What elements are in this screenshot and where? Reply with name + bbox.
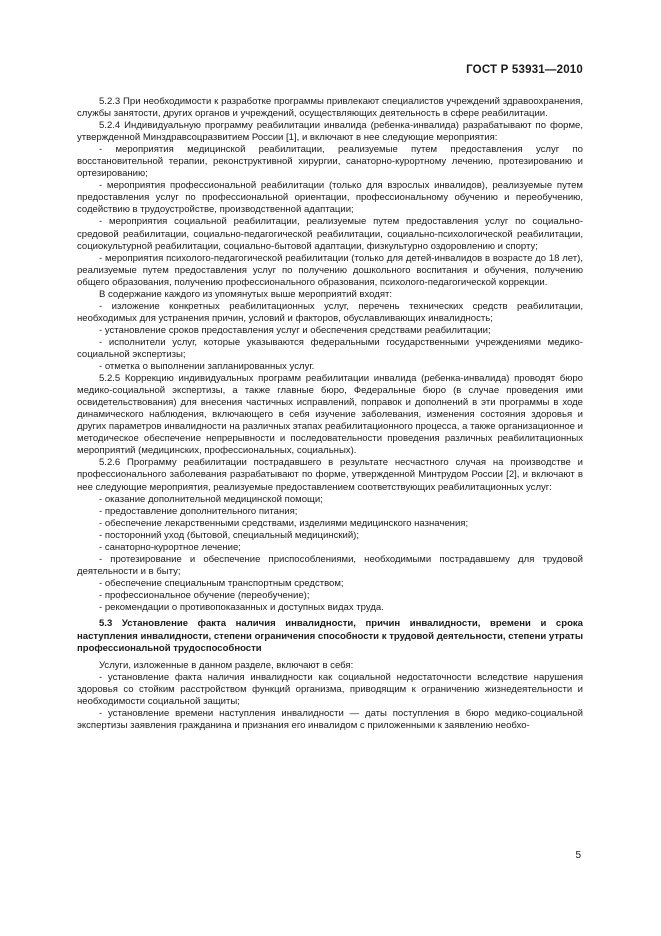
section-heading-5-3: 5.3 Установление факта наличия инвалидности, причин инвалидности, времени и срока наступления инвалидности, степени ограничения способности к трудовой деятельности, степени утраты профессиональной трудоспособности xyxy=(77,618,583,655)
paragraph-5-2-4: 5.2.4 Индивидуальную программу реабилитации инвалида (ребенка-инвалида) разрабатывают по форме, утвержденной Минздравсоцразвитием России [1], и включают в нее следующие мероприятия: xyxy=(77,120,583,144)
list-item: - оказание дополнительной медицинской помощи; xyxy=(99,493,323,505)
list-item: - установление сроков предоставления услуг и обеспечения средствами реабилитации; xyxy=(99,324,491,336)
list-item: - мероприятия медицинской реабилитации, реализуемые путем предоставления услуг по восстановительной терапии, реконструктивной хирургии, санаторно-курортному лечению, протезированию и ортезированию; xyxy=(77,144,583,180)
document-body xyxy=(77,96,583,732)
list-item: - обеспечение специальным транспортным средством; xyxy=(99,577,344,589)
paragraph: В содержание каждого из упомянутых выше мероприятий входят: xyxy=(99,288,393,300)
list-item: - мероприятия психолого-педагогической реабилитации (только для детей-инвалидов в возрасте до 18 лет), реализуемые путем предоставления услуг по получению дошкольного воспитания и обучения, получению общего образования, получению профессионального образования, психолого-педагогической коррекции. xyxy=(77,252,583,288)
page-number: 5 xyxy=(575,850,581,861)
list-item: - установление времени наступления инвалидности — даты поступления в бюро медико-социальной экспертизы заявления гражданина и признания его инвалидом с приложенными к заявлению необхо- xyxy=(77,707,583,731)
list-item: - изложение конкретных реабилитационных услуг, перечень технических средств реабилитации, необходимых для устранения причин, условий и факторов, обуславливающих инвалидность; xyxy=(77,300,583,324)
list-item: - исполнители услуг, которые указываются федеральными государственными учреждениями медико-социальной экспертизы; xyxy=(77,336,583,360)
document-header: ГОСТ Р 53931—2010 xyxy=(466,64,583,76)
list-item: - рекомендации о противопоказанных и доступных видах труда. xyxy=(99,601,384,613)
paragraph-5-2-3: 5.2.3 При необходимости к разработке программы привлекают специалистов учреждений здравоохранения, службы занятости, других органов и учреждений, осуществляющих деятельность в сфере реабилитации. xyxy=(77,96,583,120)
paragraph: Услуги, изложенные в данном разделе, включают в себя: xyxy=(99,659,354,671)
list-item: - отметка о выполнении запланированных услуг. xyxy=(99,361,315,373)
list-item: - посторонний уход (бытовой, специальный медицинский); xyxy=(99,529,360,541)
list-item: - мероприятия социальной реабилитации, реализуемые путем предоставления услуг по социально-средовой реабилитации, социально-педагогической реабилитации, социально-психологической реабилитации, социокультурной реабилитации, социально-бытовой адаптации, физкультурно оздоровлению и спорту; xyxy=(77,216,583,252)
paragraph-5-2-5: 5.2.5 Коррекцию индивидуальных программ реабилитации инвалида (ребенка-инвалида) проводят бюро медико-социальной экспертизы, а также главные бюро, Федеральные бюро (в случае проведения ими освидетельствования) для внесения частичных исправлений, поправок и дополнений в эти программы в ходе динамического наблюдения, включающего в себя изучение заболевания, изменения состояния здоровья и других параметров инвалидности на различных этапах реабилитационного процесса, а также организационное и методическое обеспечение непрерывности и последовательности проведения различных реабилитационных мероприятий (медицинских, профессиональных, социальных). xyxy=(77,373,583,457)
list-item: - санаторно-курортное лечение; xyxy=(99,541,241,553)
list-item: - установление факта наличия инвалидности как социальной недостаточности вследствие нарушения здоровья со стойким расстройством функций организма, приводящим к ограничению жизнедеятельности и необходимости социальной защиты; xyxy=(77,671,583,707)
list-item: - предоставление дополнительного питания; xyxy=(99,505,298,517)
list-item: - обеспечение лекарственными средствами, изделиями медицинского назначения; xyxy=(99,517,469,529)
list-item: - мероприятия профессиональной реабилитации (только для взрослых инвалидов), реализуемые путем предоставления услуг по профессиональной ориентации, профессиональному обучению и переобучению, содействию в трудоустройстве, производственной адаптации; xyxy=(77,180,583,216)
paragraph-5-2-6: 5.2.6 Программу реабилитации пострадавшего в результате несчастного случая на производстве и профессионального заболевания разрабатывают по форме, утвержденной Минтрудом России [2], и включают в нее следующие мероприятия, реализуемые предоставлением соответствующих реабилитационных услуг: xyxy=(77,457,583,493)
list-item: - протезирование и обеспечение приспособлениями, необходимыми пострадавшему для трудовой деятельности и в быту; xyxy=(77,553,583,577)
list-item: - профессиональное обучение (переобучение); xyxy=(99,589,310,601)
